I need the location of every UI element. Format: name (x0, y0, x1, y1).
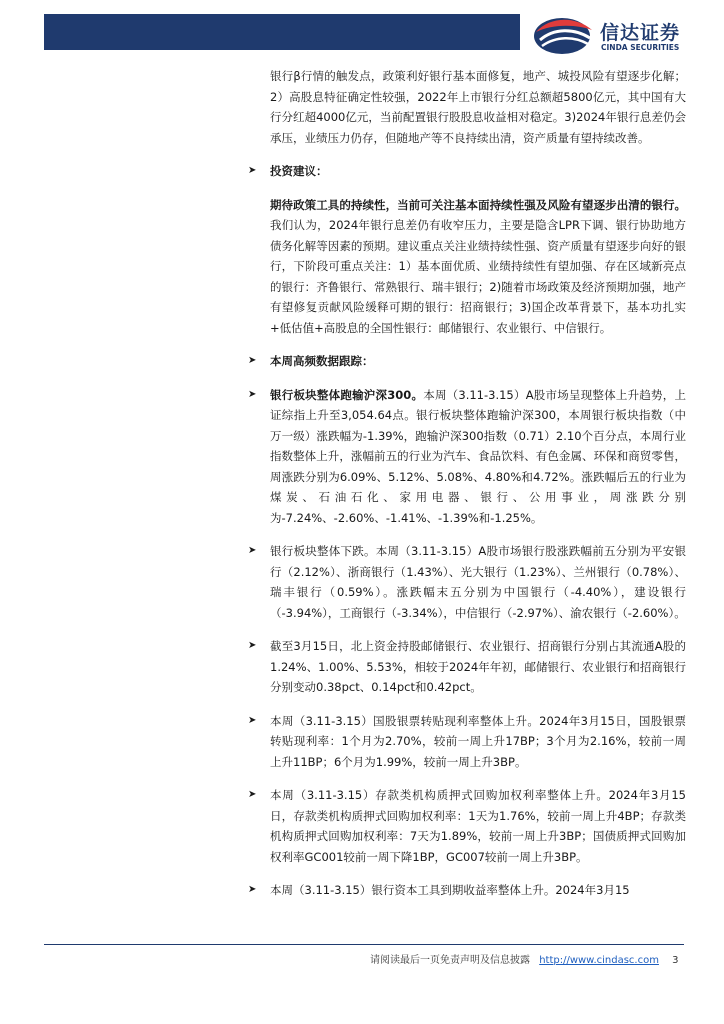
invest-label: 投资建议： (270, 164, 328, 178)
page-footer (370, 951, 679, 966)
arrow-bullet-icon: ➤ (248, 388, 257, 400)
list-item (248, 880, 686, 901)
bullet-text: 本周（3.11-3.15）银行资本工具到期收益率整体上升。2024年3月15 (270, 883, 630, 897)
weekly-label: 本周高频数据跟踪： (270, 354, 374, 368)
invest-body: 我们认为，2024年银行息差仍有收窄压力，主要是隐含LPR下调、银行协助地方债务化解等因素的预期。建议重点关注业绩持续性强、资产质量有望逐步向好的银行，下阶段可重点关注：1）基本面优质、业绩持续性有望加强、存在区域新亮点的银行：齐鲁银行、常熟银行、瑞丰银行；2)随着市场政策及经济预期加强，地产有望修复贡献风险缓释可期的银行：招商银行；3)国企改革背景下，基本功扎实+低估值+高股息的全国性银行：邮储银行、农业银行、中信银行。 (270, 218, 686, 335)
list-item (248, 711, 686, 773)
logo-brand-cn: 信达证券 (600, 22, 681, 44)
arrow-bullet-icon: ➤ (248, 640, 257, 651)
invest-paragraph (270, 195, 686, 339)
bullet-text: 本周（3.11-3.15）国股银票转贴现利率整体上升。2024年3月15日，国股银票转贴现利率：1个月为2.70%，较前一周上升17BP；3个月为2.16%，较前一周上升11BP；6个月为1.99%，较前一周上升3BP。 (270, 713, 686, 769)
bullet-text: 银行板块整体下跌。本周（3.11-3.15）A股市场银行股涨跌幅前五分别为平安银行（2.12%）、浙商银行（1.43%）、光大银行（1.23%）、兰州银行（0.78%）、瑞丰银行（0.59%）。涨跌幅末五分别为中国银行（-4.40%），建设银行（-3.94%），工商银行（-3.34%），中信银行（-2.97%）、渝农银行（-2.60%）。 (270, 544, 686, 620)
list-item (248, 385, 686, 529)
arrow-bullet-icon: ➤ (248, 545, 257, 556)
arrow-bullet-icon: ➤ (248, 355, 257, 366)
footer-divider (44, 944, 684, 945)
list-item (248, 636, 686, 698)
bullet-text: 本周（3.11-3.15）存款类机构质押式回购加权利率整体上升。2024年3月15日，存款类机构质押式回购加权利率：1天为1.76%，较前一周上升4BP；存款类机构质押式回购加权利率：7天为1.89%，较前一周上升3BP；国债质押式回购加权利率GC001较前一周下降1BP，GC007较前一周上升3BP。 (270, 788, 686, 864)
bullet-text: 截至3月15日，北上资金持股邮储银行、农业银行、招商银行分别占其流通A股的1.24%、1.00%、5.53%，相较于2024年年初，邮储银行、农业银行和招商银行分别变动0.38pct、0.14pct和0.42pct。 (270, 639, 686, 694)
bullet-text: 本周（3.11-3.15）A股市场呈现整体上升趋势，上证综指上升至3,054.64点。银行板块整体跑输沪深300，本周银行板块指数（中万一级）涨跌幅为-1.39%，跑输沪深300指数（0.71）2.10个百分点，本周行业指数整体上升，涨幅前五的行业为汽车、食品饮料、有色金属、环保和商贸零售，周涨跌分别为6.09%、5.12%、5.08%、4.80%和4.72%。涨跌幅后五的行业为煤炭、石油石化、家用电器、银行、公用事业，周涨跌分别为-7.24%、-2.60%、-1.41%、-1.39%和-1.25%。 (270, 387, 686, 525)
arrow-bullet-icon: ➤ (248, 714, 257, 726)
page-number: 3 (672, 955, 679, 966)
header-banner (44, 14, 520, 50)
report-body (248, 66, 686, 901)
list-item (248, 541, 686, 623)
bullet-lead: 银行板块整体跑输沪深300。 (270, 387, 424, 402)
arrow-bullet-icon: ➤ (248, 165, 257, 176)
logo-mark-icon (530, 12, 596, 56)
weekly-heading (248, 351, 686, 372)
invest-lead: 期待政策工具的持续性，当前可关注基本面持续性强及风险有望逐步出清的银行。 (270, 197, 686, 212)
intro-paragraph: 银行β行情的触发点，政策利好银行基本面修复，地产、城投风险有望逐步化解；2）高股息特征确定性较强，2022年上市银行分红总额超5800亿元，其中国有大行分红超4000亿元，当前配置银行股股息收益相对稳定。3)2024年银行息差仍会承压，业绩压力仍存，但随地产等不良持续出清，资产质量有望持续改善。 (270, 69, 686, 145)
invest-heading (248, 161, 686, 182)
footer-disclaimer: 请阅读最后一页免责声明及信息披露 (370, 955, 530, 966)
arrow-bullet-icon: ➤ (248, 884, 257, 895)
list-item (248, 785, 686, 867)
logo-brand-en: CINDA SECURITIES (601, 43, 680, 52)
footer-website-link[interactable]: http://www.cindasc.com (539, 955, 659, 966)
company-logo (530, 12, 710, 56)
arrow-bullet-icon: ➤ (248, 789, 257, 800)
